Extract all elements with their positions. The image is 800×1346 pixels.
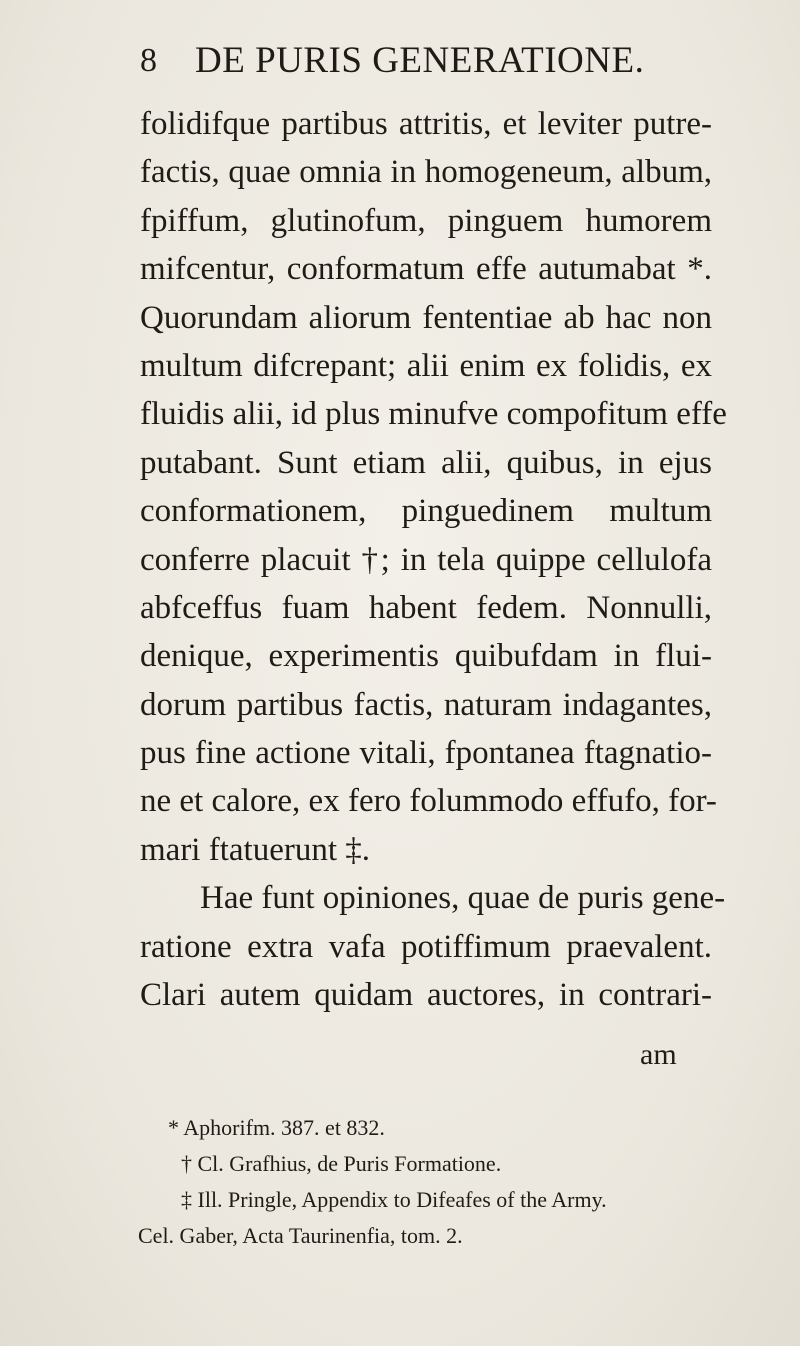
text-line: abfceffus fuam habent fedem. Nonnulli, bbox=[140, 589, 712, 626]
text-line: dorum partibus factis, naturam indagantes, bbox=[140, 686, 712, 723]
text-line: conformationem, pinguedinem multum bbox=[140, 493, 712, 530]
text-line: denique, experimentis quibufdam in flui- bbox=[140, 638, 712, 675]
text-line: Clari autem quidam auctores, in contrari- bbox=[140, 977, 712, 1014]
text-line: folidifque partibus attritis, et leviter putre- bbox=[140, 106, 712, 142]
text-line: ne et calore, ex fero folummodo effufo, for- bbox=[140, 783, 717, 820]
catchword: am bbox=[640, 1038, 677, 1071]
text-line: pus fine actione vitali, fpontanea ftagnatio- bbox=[140, 735, 712, 772]
page-number: 8 bbox=[140, 42, 157, 79]
text-line: Hae funt opiniones, quae de puris gene- bbox=[200, 880, 726, 917]
footnote: Cel. Gaber, Acta Taurinenfia, tom. 2. bbox=[138, 1223, 463, 1248]
text-line: factis, quae omnia in homogeneum, album, bbox=[140, 154, 712, 191]
running-head: DE PURIS GENERATIONE. bbox=[195, 40, 645, 81]
body-text bbox=[140, 100, 727, 1019]
text-line: fluidis alii, id plus minufve compofitum effe bbox=[140, 396, 727, 433]
text-line: ratione extra vafa potiffimum praevalent. bbox=[140, 928, 712, 965]
text-line: putabant. Sunt etiam alii, quibus, in ejus bbox=[140, 444, 712, 481]
text-line: multum difcrepant; alii enim ex folidis, ex bbox=[140, 347, 712, 384]
page-header bbox=[140, 36, 700, 86]
footnote: ‡ Ill. Pringle, Appendix to Difeafes of the Army. bbox=[181, 1187, 607, 1212]
footnotes bbox=[138, 1110, 728, 1254]
footnote: * Aphorifm. 387. et 832. bbox=[168, 1115, 385, 1140]
text-line: fpiffum, glutinofum, pinguem humorem bbox=[140, 202, 712, 239]
text-line: conferre placuit †; in tela quippe cellulofa bbox=[140, 541, 712, 578]
text-line: mari ftatuerunt ‡. bbox=[140, 831, 371, 868]
text-line: mifcentur, conformatum effe autumabat *. bbox=[140, 251, 712, 288]
text-line: Quorundam aliorum fententiae ab hac non bbox=[140, 299, 712, 336]
footnote: † Cl. Grafhius, de Puris Formatione. bbox=[181, 1151, 502, 1176]
